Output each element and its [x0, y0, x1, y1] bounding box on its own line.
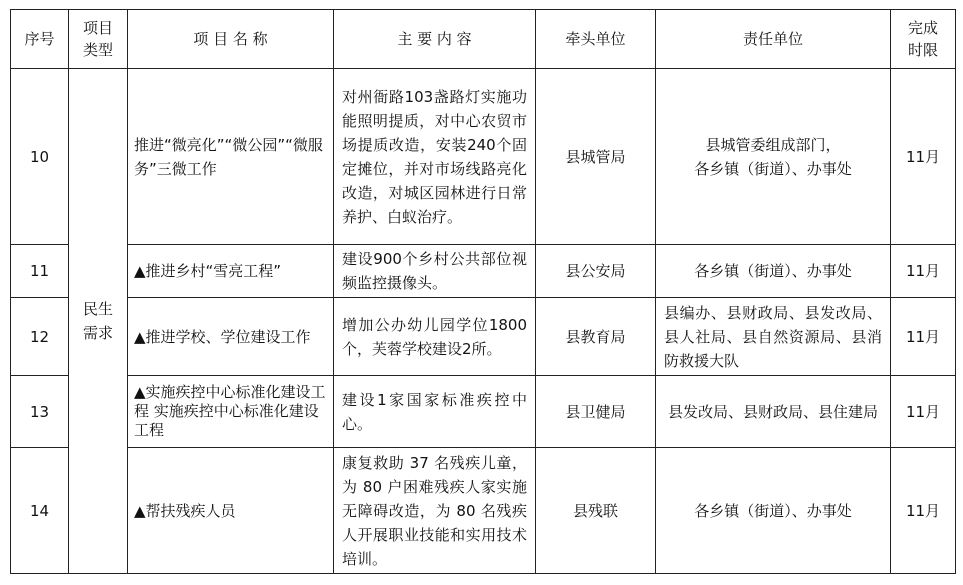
row-lead-unit: 县公安局	[536, 245, 656, 298]
row-seq: 13	[11, 376, 69, 448]
table-row	[11, 376, 956, 448]
header-lead-unit: 牵头单位	[536, 10, 656, 69]
table-row	[11, 245, 956, 298]
row-seq: 10	[11, 69, 69, 245]
row-project-name: 推进“微亮化”“微公园”“微服务”三微工作	[128, 69, 334, 245]
row-content: 增加公办幼儿园学位1800个，芙蓉学校建设2所。	[334, 298, 536, 376]
row-content: 建设900个乡村公共部位视频监控摄像头。	[334, 245, 536, 298]
row-lead-unit: 县城管局	[536, 69, 656, 245]
row-seq: 12	[11, 298, 69, 376]
header-responsible-unit: 责任单位	[656, 10, 891, 69]
row-responsible-unit: 县城管委组成部门， 各乡镇（街道）、办事处	[656, 69, 891, 245]
header-content: 主 要 内 容	[334, 10, 536, 69]
header-row	[11, 10, 956, 69]
row-responsible-unit: 各乡镇（街道）、办事处	[656, 245, 891, 298]
header-seq: 序号	[11, 10, 69, 69]
header-type: 项目 类型	[69, 10, 128, 69]
row-project-name: ▲推进乡村“雪亮工程”	[128, 245, 334, 298]
row-project-name: ▲推进学校、学位建设工作	[128, 298, 334, 376]
row-content: 对州衙路103盏路灯实施功能照明提质，对中心农贸市场提质改造，安装240个固定摊位，并对市场线路亮化改造，对城区园林进行日常养护、白蚁治疗。	[334, 69, 536, 245]
row-lead-unit: 县残联	[536, 448, 656, 574]
row-responsible-unit: 各乡镇（街道）、办事处	[656, 448, 891, 574]
row-deadline: 11月	[891, 376, 956, 448]
header-deadline: 完成 时限	[891, 10, 956, 69]
row-responsible-unit: 县编办、县财政局、县发改局、县人社局、县自然资源局、县消防救援大队	[656, 298, 891, 376]
project-category: 民生 需求	[69, 69, 128, 574]
row-project-name: ▲帮扶残疾人员	[128, 448, 334, 574]
row-responsible-unit: 县发改局、县财政局、县住建局	[656, 376, 891, 448]
row-deadline: 11月	[891, 448, 956, 574]
table-row	[11, 448, 956, 574]
table-row	[11, 298, 956, 376]
project-table	[10, 9, 956, 574]
row-content: 康复救助 37 名残疾儿童，为 80 户困难残疾人家实施无障碍改造，为 80 名残疾人开展职业技能和实用技术培训。	[334, 448, 536, 574]
row-deadline: 11月	[891, 245, 956, 298]
row-deadline: 11月	[891, 298, 956, 376]
row-deadline: 11月	[891, 69, 956, 245]
row-content: 建设1家国家标准疾控中心。	[334, 376, 536, 448]
row-seq: 14	[11, 448, 69, 574]
header-name: 项 目 名 称	[128, 10, 334, 69]
row-lead-unit: 县卫健局	[536, 376, 656, 448]
row-seq: 11	[11, 245, 69, 298]
row-project-name: ▲实施疾控中心标准化建设工程 实施疾控中心标准化建设工程	[128, 376, 334, 448]
row-lead-unit: 县教育局	[536, 298, 656, 376]
table-row	[11, 69, 956, 245]
